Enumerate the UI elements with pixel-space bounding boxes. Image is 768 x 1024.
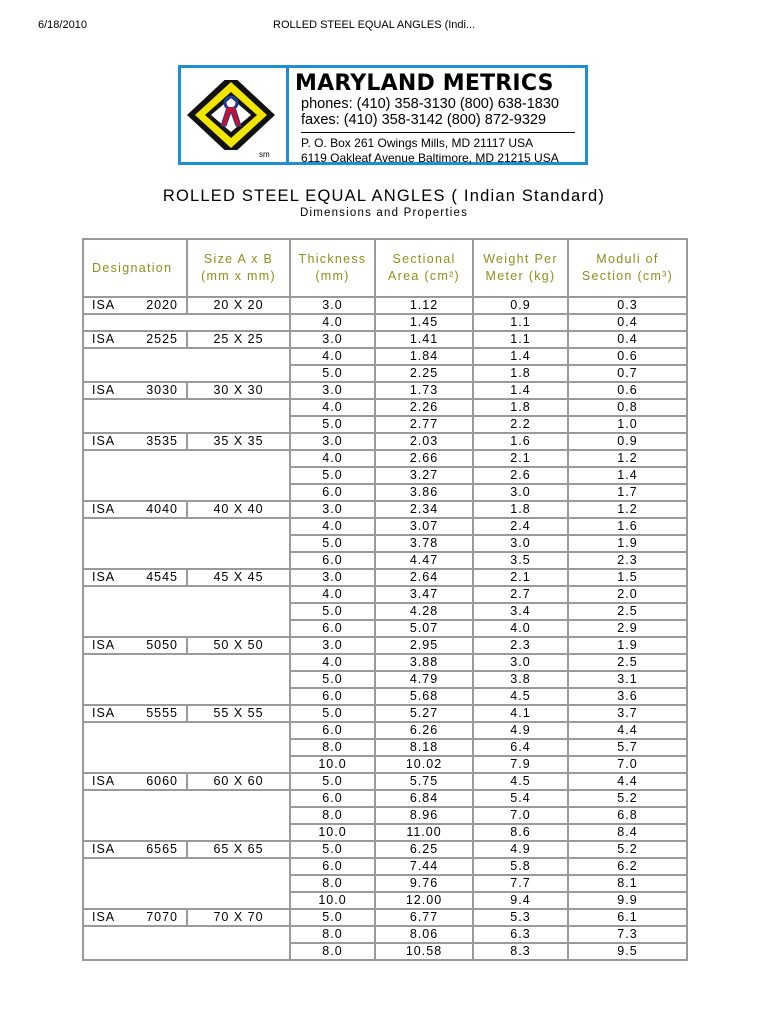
group-spacer-cell — [83, 790, 290, 841]
designation-code: 3030 — [146, 383, 178, 397]
fax-numbers: faxes: (410) 358-3142 (800) 872-9329 — [301, 112, 547, 128]
sectional-area-cell: 3.88 — [375, 654, 473, 671]
sectional-area-cell: 3.78 — [375, 535, 473, 552]
weight-cell: 0.9 — [473, 297, 568, 314]
sectional-area-cell: 10.02 — [375, 756, 473, 773]
thickness-cell: 6.0 — [290, 484, 375, 501]
sectional-area-cell: 8.06 — [375, 926, 473, 943]
weight-cell: 8.3 — [473, 943, 568, 960]
phone-numbers: phones: (410) 358-3130 (800) 638-1830 — [301, 96, 559, 112]
group-spacer-cell — [83, 399, 290, 433]
weight-cell: 5.8 — [473, 858, 568, 875]
moduli-cell: 5.2 — [568, 841, 687, 858]
sectional-area-cell: 5.27 — [375, 705, 473, 722]
group-spacer-cell — [83, 926, 290, 960]
print-title: ROLLED STEEL EQUAL ANGLES (Indi... — [273, 19, 476, 31]
designation-prefix: ISA — [92, 502, 116, 516]
weight-cell: 2.4 — [473, 518, 568, 535]
table-row — [83, 297, 687, 314]
thickness-cell: 6.0 — [290, 620, 375, 637]
thickness-cell: 8.0 — [290, 807, 375, 824]
sectional-area-cell: 4.47 — [375, 552, 473, 569]
sectional-area-cell: 2.64 — [375, 569, 473, 586]
column-header-sectional-area: Sectional Area (cm²) — [375, 239, 473, 297]
designation-prefix: ISA — [92, 570, 116, 584]
moduli-cell: 1.6 — [568, 518, 687, 535]
sectional-area-cell: 2.25 — [375, 365, 473, 382]
table-row — [83, 654, 687, 671]
table-row — [83, 433, 687, 450]
thickness-cell: 3.0 — [290, 433, 375, 450]
moduli-cell: 1.4 — [568, 467, 687, 484]
moduli-cell: 2.5 — [568, 603, 687, 620]
thickness-cell: 10.0 — [290, 824, 375, 841]
thickness-cell: 3.0 — [290, 637, 375, 654]
group-spacer-cell — [83, 586, 290, 637]
moduli-cell: 2.0 — [568, 586, 687, 603]
group-spacer-cell — [83, 722, 290, 773]
moduli-cell: 1.2 — [568, 450, 687, 467]
thickness-cell: 5.0 — [290, 773, 375, 790]
thickness-cell: 3.0 — [290, 501, 375, 518]
moduli-cell: 1.5 — [568, 569, 687, 586]
weight-cell: 4.5 — [473, 688, 568, 705]
moduli-cell: 5.7 — [568, 739, 687, 756]
weight-cell: 3.0 — [473, 484, 568, 501]
thickness-cell: 3.0 — [290, 569, 375, 586]
sectional-area-cell: 1.41 — [375, 331, 473, 348]
weight-cell: 2.6 — [473, 467, 568, 484]
moduli-cell: 1.7 — [568, 484, 687, 501]
moduli-cell: 0.7 — [568, 365, 687, 382]
moduli-cell: 0.6 — [568, 348, 687, 365]
sectional-area-cell: 9.76 — [375, 875, 473, 892]
sectional-area-cell: 1.73 — [375, 382, 473, 399]
moduli-cell: 0.3 — [568, 297, 687, 314]
moduli-cell: 3.7 — [568, 705, 687, 722]
column-header-thickness: Thickness (mm) — [290, 239, 375, 297]
weight-cell: 2.7 — [473, 586, 568, 603]
moduli-cell: 3.6 — [568, 688, 687, 705]
sectional-area-cell: 2.77 — [375, 416, 473, 433]
designation-prefix: ISA — [92, 774, 116, 788]
thickness-cell: 4.0 — [290, 450, 375, 467]
designation-code: 2020 — [146, 298, 178, 312]
designation-cell — [83, 705, 187, 722]
designation-cell — [83, 331, 187, 348]
size-cell: 35 X 35 — [187, 433, 290, 450]
sectional-area-cell: 5.07 — [375, 620, 473, 637]
company-name: MARYLAND METRICS — [295, 71, 554, 96]
sectional-area-cell: 1.84 — [375, 348, 473, 365]
weight-cell: 6.3 — [473, 926, 568, 943]
moduli-cell: 8.1 — [568, 875, 687, 892]
thickness-cell: 4.0 — [290, 348, 375, 365]
designation-cell — [83, 841, 187, 858]
thickness-cell: 3.0 — [290, 331, 375, 348]
moduli-cell: 5.2 — [568, 790, 687, 807]
weight-cell: 4.9 — [473, 841, 568, 858]
weight-cell: 8.6 — [473, 824, 568, 841]
weight-cell: 3.0 — [473, 654, 568, 671]
designation-code: 4040 — [146, 502, 178, 516]
thickness-cell: 6.0 — [290, 688, 375, 705]
sectional-area-cell: 10.58 — [375, 943, 473, 960]
table-row — [83, 399, 687, 416]
weight-cell: 2.1 — [473, 450, 568, 467]
thickness-cell: 3.0 — [290, 297, 375, 314]
size-cell: 30 X 30 — [187, 382, 290, 399]
print-date: 6/18/2010 — [38, 19, 87, 31]
designation-prefix: ISA — [92, 638, 116, 652]
designation-code: 2525 — [146, 332, 178, 346]
sectional-area-cell: 1.45 — [375, 314, 473, 331]
thickness-cell: 10.0 — [290, 756, 375, 773]
table-row — [83, 314, 687, 331]
size-cell: 45 X 45 — [187, 569, 290, 586]
weight-cell: 5.4 — [473, 790, 568, 807]
logo-divider — [301, 132, 575, 133]
table-row — [83, 348, 687, 365]
moduli-cell: 6.8 — [568, 807, 687, 824]
thickness-cell: 4.0 — [290, 586, 375, 603]
moduli-cell: 0.9 — [568, 433, 687, 450]
column-header-weight: Weight Per Meter (kg) — [473, 239, 568, 297]
weight-cell: 3.8 — [473, 671, 568, 688]
sectional-area-cell: 12.00 — [375, 892, 473, 909]
thickness-cell: 3.0 — [290, 382, 375, 399]
designation-cell — [83, 909, 187, 926]
thickness-cell: 5.0 — [290, 671, 375, 688]
thickness-cell: 5.0 — [290, 467, 375, 484]
table-row — [83, 773, 687, 790]
designation-code: 5050 — [146, 638, 178, 652]
designation-prefix: ISA — [92, 383, 116, 397]
moduli-cell: 2.3 — [568, 552, 687, 569]
table-row — [83, 722, 687, 739]
moduli-cell: 4.4 — [568, 773, 687, 790]
thickness-cell: 5.0 — [290, 416, 375, 433]
designation-code: 5555 — [146, 706, 178, 720]
table-row — [83, 569, 687, 586]
moduli-cell: 8.4 — [568, 824, 687, 841]
column-header-moduli: Moduli of Section (cm³) — [568, 239, 687, 297]
sectional-area-cell: 6.77 — [375, 909, 473, 926]
weight-cell: 6.4 — [473, 739, 568, 756]
weight-cell: 4.9 — [473, 722, 568, 739]
table-header-row — [83, 239, 687, 297]
weight-cell: 3.5 — [473, 552, 568, 569]
table-row — [83, 858, 687, 875]
designation-prefix: ISA — [92, 910, 116, 924]
moduli-cell: 2.5 — [568, 654, 687, 671]
weight-cell: 7.7 — [473, 875, 568, 892]
thickness-cell: 6.0 — [290, 552, 375, 569]
thickness-cell: 6.0 — [290, 790, 375, 807]
size-cell: 60 X 60 — [187, 773, 290, 790]
sectional-area-cell: 1.12 — [375, 297, 473, 314]
weight-cell: 2.3 — [473, 637, 568, 654]
moduli-cell: 6.1 — [568, 909, 687, 926]
designation-prefix: ISA — [92, 434, 116, 448]
table-row — [83, 331, 687, 348]
group-spacer-cell — [83, 348, 290, 382]
moduli-cell: 4.4 — [568, 722, 687, 739]
sectional-area-cell: 3.07 — [375, 518, 473, 535]
sectional-area-cell: 2.26 — [375, 399, 473, 416]
designation-prefix: ISA — [92, 298, 116, 312]
logo-mark-icon — [181, 68, 289, 162]
designation-code: 7070 — [146, 910, 178, 924]
table-row — [83, 705, 687, 722]
designation-code: 3535 — [146, 434, 178, 448]
table-row — [83, 501, 687, 518]
sectional-area-cell: 6.26 — [375, 722, 473, 739]
size-cell: 70 X 70 — [187, 909, 290, 926]
street-address: 6119 Oakleaf Avenue Baltimore, MD 21215 USA — [301, 151, 559, 165]
sectional-area-cell: 5.75 — [375, 773, 473, 790]
sectional-area-cell: 3.27 — [375, 467, 473, 484]
thickness-cell: 4.0 — [290, 314, 375, 331]
thickness-cell: 4.0 — [290, 518, 375, 535]
sectional-area-cell: 6.84 — [375, 790, 473, 807]
designation-cell — [83, 501, 187, 518]
moduli-cell: 7.0 — [568, 756, 687, 773]
table-row — [83, 790, 687, 807]
moduli-cell: 1.0 — [568, 416, 687, 433]
column-header-designation: Designation — [83, 239, 187, 297]
thickness-cell: 8.0 — [290, 875, 375, 892]
thickness-cell: 5.0 — [290, 909, 375, 926]
moduli-cell: 1.2 — [568, 501, 687, 518]
moduli-cell: 1.9 — [568, 535, 687, 552]
steel-angles-table — [82, 238, 688, 961]
sectional-area-cell: 8.18 — [375, 739, 473, 756]
thickness-cell: 8.0 — [290, 943, 375, 960]
sectional-area-cell: 8.96 — [375, 807, 473, 824]
sectional-area-cell: 3.86 — [375, 484, 473, 501]
size-cell: 40 X 40 — [187, 501, 290, 518]
table-row — [83, 518, 687, 535]
group-spacer-cell — [83, 314, 290, 331]
size-cell: 25 X 25 — [187, 331, 290, 348]
table-row — [83, 450, 687, 467]
weight-cell: 7.0 — [473, 807, 568, 824]
sectional-area-cell: 11.00 — [375, 824, 473, 841]
sectional-area-cell: 2.66 — [375, 450, 473, 467]
sectional-area-cell: 2.03 — [375, 433, 473, 450]
group-spacer-cell — [83, 518, 290, 569]
group-spacer-cell — [83, 654, 290, 705]
weight-cell: 9.4 — [473, 892, 568, 909]
moduli-cell: 1.9 — [568, 637, 687, 654]
sectional-area-cell: 5.68 — [375, 688, 473, 705]
table-row — [83, 637, 687, 654]
weight-cell: 4.5 — [473, 773, 568, 790]
size-cell: 55 X 55 — [187, 705, 290, 722]
designation-code: 6565 — [146, 842, 178, 856]
group-spacer-cell — [83, 858, 290, 909]
thickness-cell: 5.0 — [290, 535, 375, 552]
table-row — [83, 382, 687, 399]
size-cell: 20 X 20 — [187, 297, 290, 314]
weight-cell: 7.9 — [473, 756, 568, 773]
moduli-cell: 0.8 — [568, 399, 687, 416]
sectional-area-cell: 4.28 — [375, 603, 473, 620]
moduli-cell: 6.2 — [568, 858, 687, 875]
thickness-cell: 5.0 — [290, 365, 375, 382]
thickness-cell: 5.0 — [290, 603, 375, 620]
thickness-cell: 6.0 — [290, 722, 375, 739]
moduli-cell: 9.5 — [568, 943, 687, 960]
weight-cell: 2.2 — [473, 416, 568, 433]
thickness-cell: 5.0 — [290, 841, 375, 858]
sectional-area-cell: 4.79 — [375, 671, 473, 688]
designation-cell — [83, 433, 187, 450]
group-spacer-cell — [83, 450, 290, 501]
weight-cell: 2.1 — [473, 569, 568, 586]
document-title: ROLLED STEEL EQUAL ANGLES ( Indian Standard) — [162, 187, 606, 205]
designation-prefix: ISA — [92, 706, 116, 720]
thickness-cell: 6.0 — [290, 858, 375, 875]
weight-cell: 1.8 — [473, 501, 568, 518]
designation-prefix: ISA — [92, 332, 116, 346]
moduli-cell: 3.1 — [568, 671, 687, 688]
table-row — [83, 909, 687, 926]
sectional-area-cell: 7.44 — [375, 858, 473, 875]
service-mark: sm — [259, 150, 270, 159]
weight-cell: 1.4 — [473, 382, 568, 399]
table-row — [83, 586, 687, 603]
sectional-area-cell: 2.34 — [375, 501, 473, 518]
designation-cell — [83, 773, 187, 790]
moduli-cell: 2.9 — [568, 620, 687, 637]
designation-cell — [83, 382, 187, 399]
designation-prefix: ISA — [92, 842, 116, 856]
sectional-area-cell: 3.47 — [375, 586, 473, 603]
moduli-cell: 0.6 — [568, 382, 687, 399]
weight-cell: 1.1 — [473, 314, 568, 331]
thickness-cell: 5.0 — [290, 705, 375, 722]
thickness-cell: 4.0 — [290, 654, 375, 671]
company-logo-box — [178, 65, 588, 165]
thickness-cell: 10.0 — [290, 892, 375, 909]
designation-cell — [83, 297, 187, 314]
thickness-cell: 8.0 — [290, 926, 375, 943]
designation-cell — [83, 569, 187, 586]
sectional-area-cell: 2.95 — [375, 637, 473, 654]
weight-cell: 1.1 — [473, 331, 568, 348]
document-subtitle: Dimensions and Properties — [299, 207, 469, 219]
size-cell: 50 X 50 — [187, 637, 290, 654]
thickness-cell: 8.0 — [290, 739, 375, 756]
thickness-cell: 4.0 — [290, 399, 375, 416]
designation-code: 4545 — [146, 570, 178, 584]
weight-cell: 3.4 — [473, 603, 568, 620]
mailing-address: P. O. Box 261 Owings Mills, MD 21117 USA — [301, 136, 534, 150]
weight-cell: 4.0 — [473, 620, 568, 637]
weight-cell: 1.4 — [473, 348, 568, 365]
designation-cell — [83, 637, 187, 654]
weight-cell: 3.0 — [473, 535, 568, 552]
weight-cell: 1.8 — [473, 365, 568, 382]
moduli-cell: 7.3 — [568, 926, 687, 943]
moduli-cell: 0.4 — [568, 314, 687, 331]
weight-cell: 4.1 — [473, 705, 568, 722]
table-row — [83, 926, 687, 943]
size-cell: 65 X 65 — [187, 841, 290, 858]
weight-cell: 1.8 — [473, 399, 568, 416]
sectional-area-cell: 6.25 — [375, 841, 473, 858]
moduli-cell: 9.9 — [568, 892, 687, 909]
designation-code: 6060 — [146, 774, 178, 788]
weight-cell: 5.3 — [473, 909, 568, 926]
table-row — [83, 841, 687, 858]
moduli-cell: 0.4 — [568, 331, 687, 348]
column-header-size: Size A x B (mm x mm) — [187, 239, 290, 297]
weight-cell: 1.6 — [473, 433, 568, 450]
